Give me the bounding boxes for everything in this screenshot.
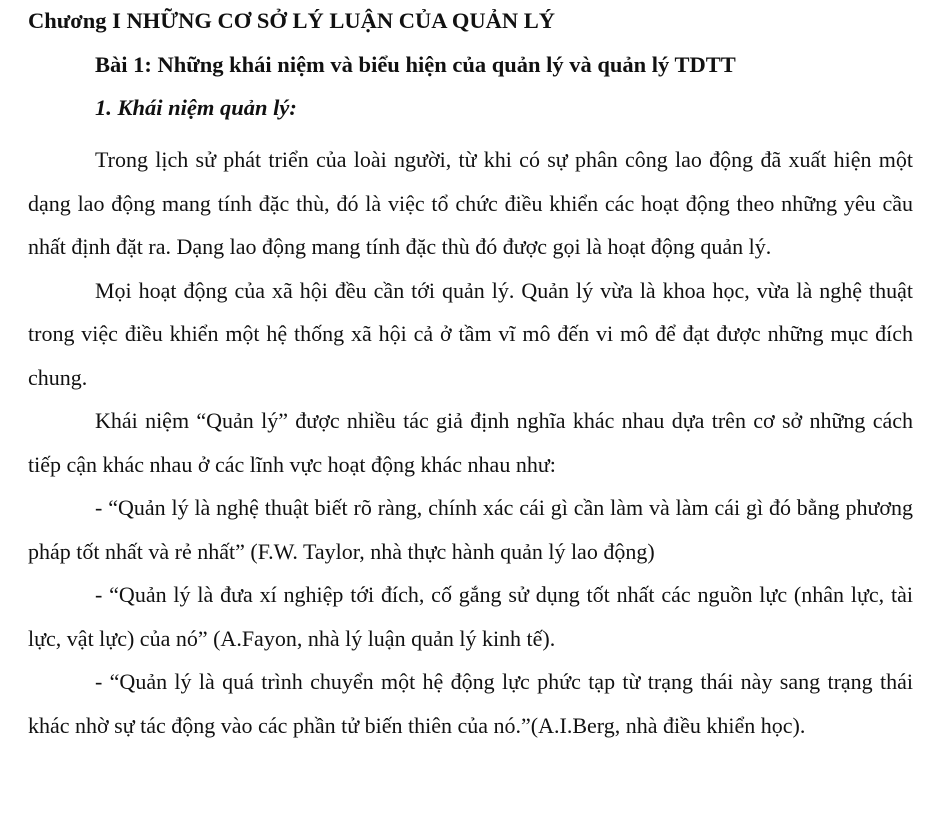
chapter-title: Chương I NHỮNG CƠ SỞ LÝ LUẬN CỦA QUẢN LÝ [28,8,556,33]
quote-taylor: - “Quản lý là nghệ thuật biết rõ ràng, chính xác cái gì cần làm và làm cái gì đó bằng phương pháp tốt nhất và rẻ nhất” (F.W. Taylor, nhà thực hành quản lý lao động) [28,495,913,564]
quote-fayon: - “Quản lý là đưa xí nghiệp tới đích, cố gắng sử dụng tốt nhất các nguồn lực (nhân lực, tài lực, vật lực) của nó” (A.Fayon, nhà lý luận quản lý kinh tế). [28,582,913,651]
body-text [28,138,913,747]
paragraph-society: Mọi hoạt động của xã hội đều cần tới quản lý. Quản lý vừa là khoa học, vừa là nghệ thuật trong việc điều khiển một hệ thống xã hội cả ở tầm vĩ mô đến vi mô để đạt được những mục đích chung. [28,277,913,390]
quote-berg: - “Quản lý là quá trình chuyển một hệ động lực phức tạp từ trạng thái này sang trạng thái khác nhờ sự tác động vào các phần tử biến thiên của nó.”(A.I.Berg, nhà điều khiển học). [28,669,913,738]
paragraph-history: Trong lịch sử phát triển của loài người, từ khi có sự phân công lao động đã xuất hiện một dạng lao động mang tính đặc thù, đó là việc tổ chức điều khiển các hoạt động theo những yêu cầu nhất định đặt ra. Dạng lao động mang tính đặc thù đó được gọi là hoạt động quản lý. [28,147,913,259]
paragraph-definition-intro: Khái niệm “Quản lý” được nhiều tác giả định nghĩa khác nhau dựa trên cơ sở những cách tiếp cận khác nhau ở các lĩnh vực hoạt động khác nhau như: [28,408,913,477]
lesson-title: Bài 1: Những khái niệm và biểu hiện của quản lý và quản lý TDTT [95,52,736,77]
section-title: 1. Khái niệm quản lý: [95,95,297,120]
